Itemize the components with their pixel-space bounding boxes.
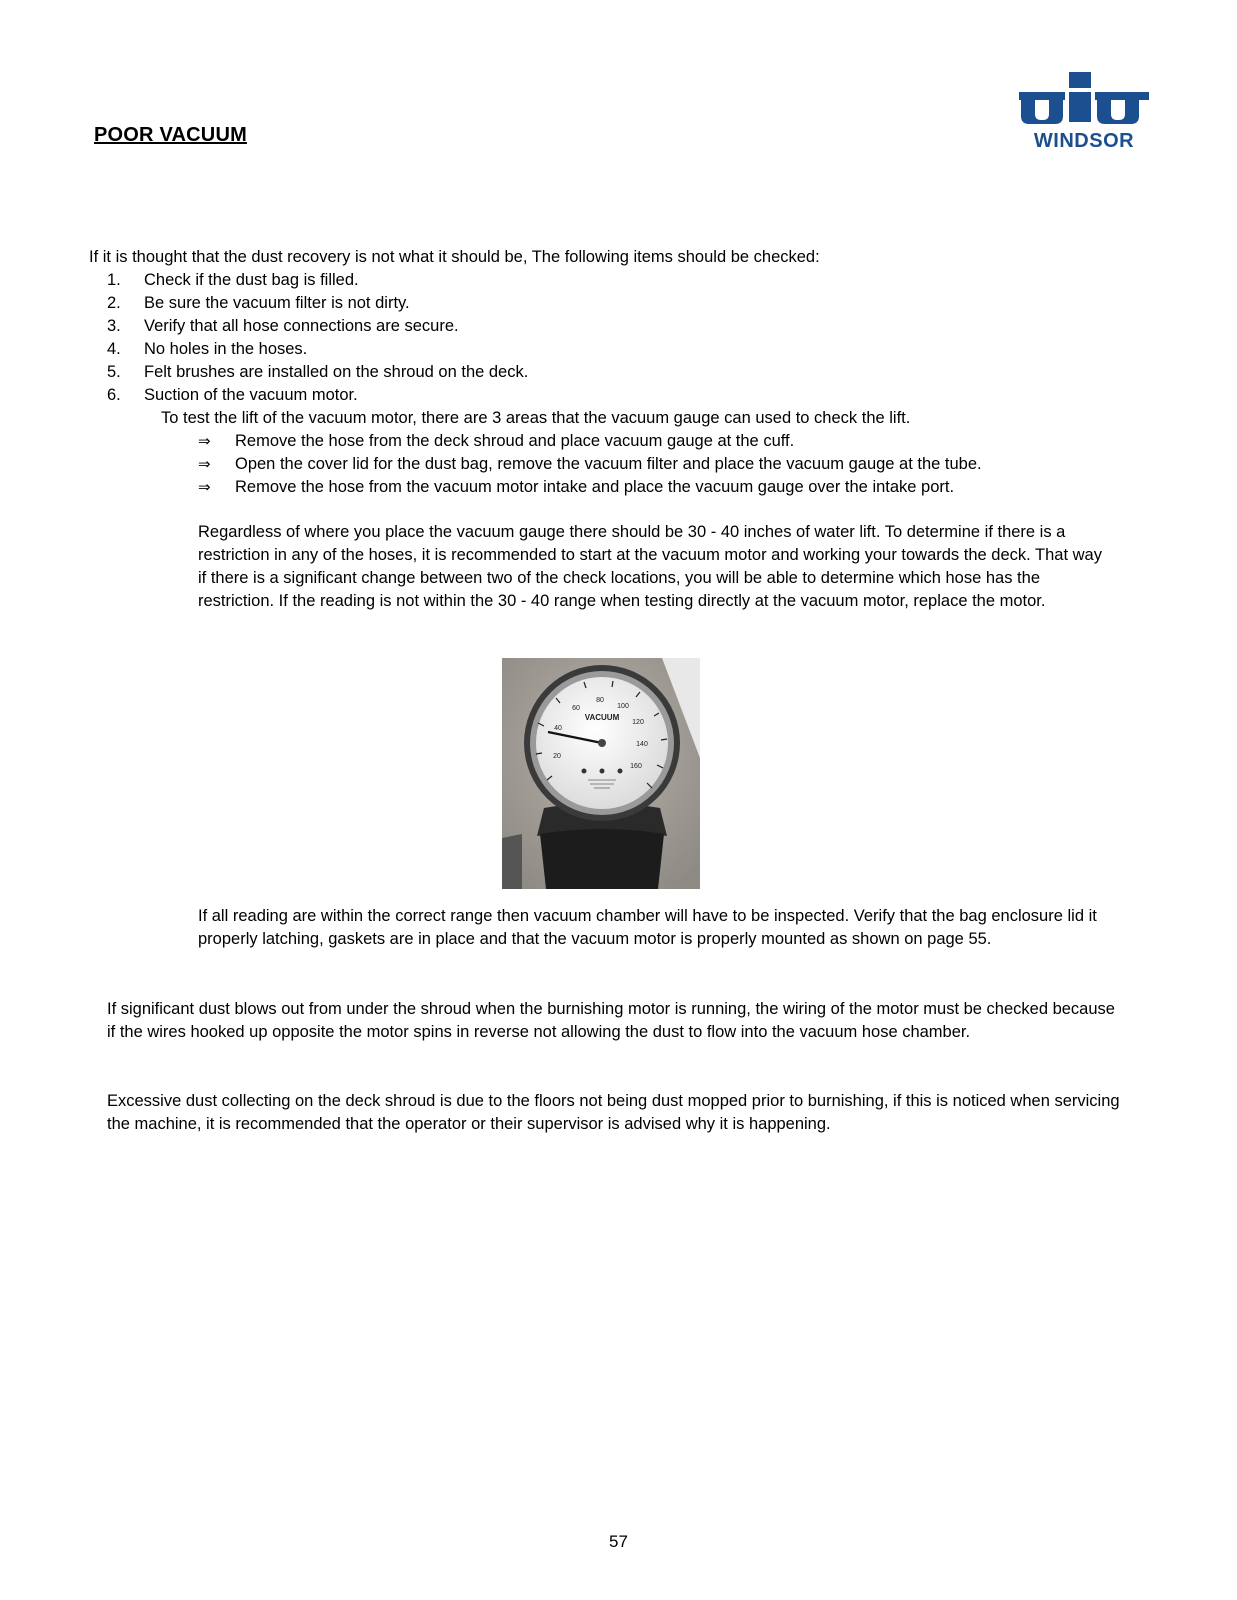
- vacuum-gauge-photo: [502, 658, 700, 889]
- item-text: Verify that all hose connections are secure.: [144, 317, 459, 335]
- item-text: Felt brushes are installed on the shroud on the deck.: [144, 363, 529, 381]
- svg-text:120: 120: [632, 719, 644, 726]
- motor-wiring-paragraph: If significant dust blows out from under the shroud when the burnishing motor is running, the wiring of the motor must be checked because if the wires hooked up opposite the motor spins in reverse not allowing the dust to flow into the vacuum hose chamber.: [107, 1000, 1115, 1041]
- svg-text:140: 140: [636, 741, 648, 748]
- intro-text: If it is thought that the dust recovery is not what it should be, The following items should be checked:: [89, 248, 820, 266]
- test-point-text: Remove the hose from the vacuum motor intake and place the vacuum gauge over the intake port.: [235, 478, 955, 496]
- checklist-item: [89, 269, 528, 292]
- svg-text:160: 160: [630, 763, 642, 770]
- excess-dust-paragraph: Excessive dust collecting on the deck shroud is due to the floors not being dust mopped prior to burnishing, if this is noticed when servicing the machine, it is recommended that the operator or their supervisor is advised why it is happening.: [107, 1092, 1120, 1133]
- checklist-item: [89, 384, 528, 407]
- item-text: Be sure the vacuum filter is not dirty.: [144, 294, 410, 312]
- test-point-text: Remove the hose from the deck shroud and place vacuum gauge at the cuff.: [235, 432, 795, 450]
- lift-test-intro: To test the lift of the vacuum motor, there are 3 areas that the vacuum gauge can used to check the lift.: [161, 409, 911, 427]
- windsor-logo: [1017, 70, 1153, 154]
- item-number: 6.: [107, 386, 121, 404]
- checklist-item: [89, 361, 528, 384]
- checklist-item: [89, 292, 528, 315]
- item-number: 1.: [107, 271, 121, 289]
- logo-wordmark: WINDSOR: [1033, 130, 1135, 152]
- page-title: POOR VACUUM: [94, 124, 247, 146]
- item-number: 5.: [107, 363, 121, 381]
- svg-text:80: 80: [596, 697, 604, 704]
- svg-text:60: 60: [572, 705, 580, 712]
- test-point-item: [198, 430, 982, 453]
- svg-text:40: 40: [554, 725, 562, 732]
- arrow-icon: ⇒: [198, 432, 211, 450]
- item-text: No holes in the hoses.: [144, 340, 308, 358]
- arrow-icon: ⇒: [198, 455, 211, 473]
- page-number: 57: [609, 1532, 628, 1551]
- checklist-item: [89, 338, 528, 361]
- gauge-dial-label: VACUUM: [584, 713, 620, 722]
- svg-text:100: 100: [617, 703, 629, 710]
- checklist: [89, 269, 528, 407]
- test-point-item: [198, 453, 982, 476]
- item-number: 3.: [107, 317, 121, 335]
- gauge-reading-paragraph: Regardless of where you place the vacuum gauge there should be 30 - 40 inches of water lift. To determine if there is a restriction in any of the hoses, it is recommended to start at the vacuum motor and working your towards the deck. That way if there is a significant change between two of the check locations, you will be able to determine which hose has the restriction. If the reading is not within the 30 - 40 range when testing directly at the vacuum motor, replace the motor.: [198, 523, 1102, 610]
- checklist-item: [89, 315, 528, 338]
- test-point-list: [198, 430, 982, 499]
- item-number: 4.: [107, 340, 121, 358]
- item-number: 2.: [107, 294, 121, 312]
- chamber-inspection-paragraph: If all reading are within the correct range then vacuum chamber will have to be inspected. Verify that the bag enclosure lid it properly latching, gaskets are in place and that the vacuum motor is properly mounted as shown on page 55.: [198, 907, 1097, 948]
- svg-text:20: 20: [553, 753, 561, 760]
- arrow-icon: ⇒: [198, 478, 211, 496]
- test-point-item: [198, 476, 982, 499]
- item-text: Check if the dust bag is filled.: [144, 271, 359, 289]
- test-point-text: Open the cover lid for the dust bag, remove the vacuum filter and place the vacuum gauge at the tube.: [235, 455, 982, 473]
- item-text: Suction of the vacuum motor.: [144, 386, 358, 404]
